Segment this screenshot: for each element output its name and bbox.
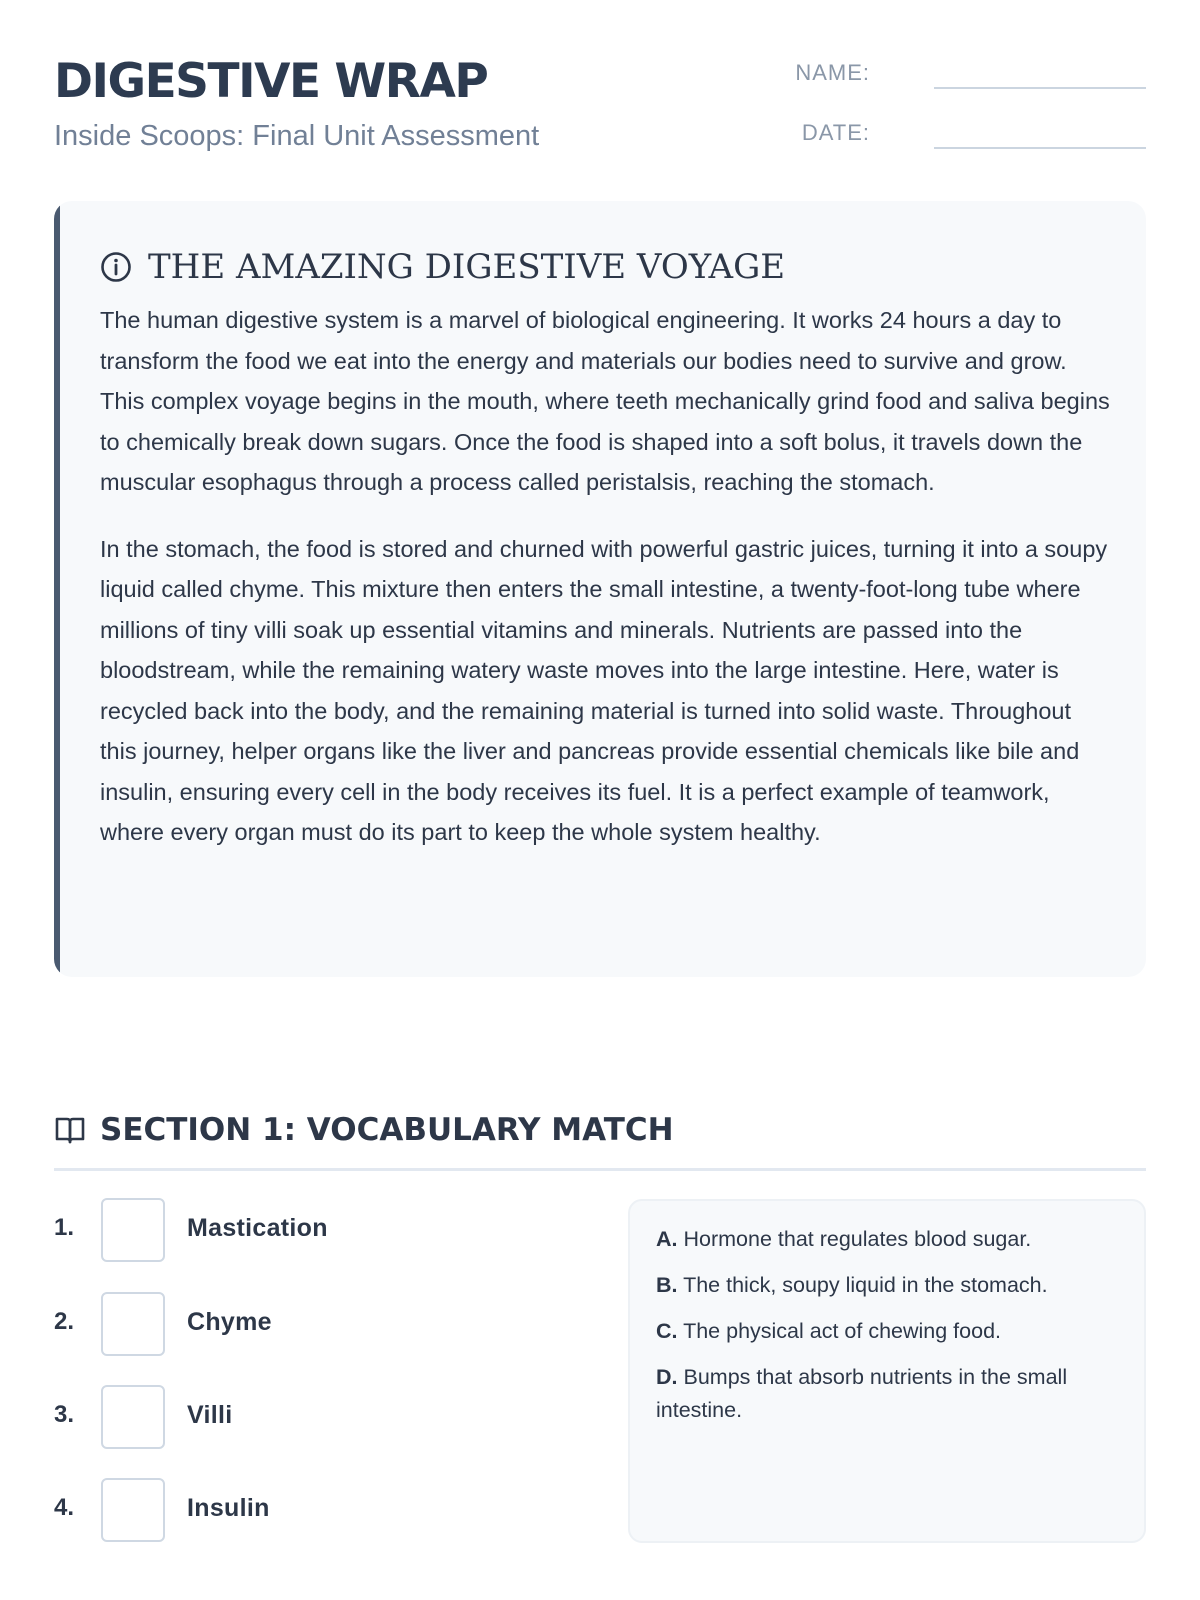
definition-item [656, 1223, 1118, 1256]
reading-passage [54, 201, 1146, 977]
info-icon [100, 251, 132, 283]
date-field[interactable] [754, 114, 1146, 154]
definition-letter: D. [656, 1365, 678, 1389]
definition-text: The thick, soupy liquid in the stomach. [683, 1273, 1048, 1297]
definition-letter: B. [656, 1273, 678, 1297]
answer-box[interactable] [101, 1292, 165, 1356]
definition-text: Bumps that absorb nutrients in the small intestine. [656, 1365, 1068, 1422]
name-input-line[interactable] [934, 87, 1146, 89]
page-subtitle: Inside Scoops: Final Unit Assessment [54, 120, 540, 152]
answer-box[interactable] [101, 1198, 165, 1262]
definitions-panel [628, 1199, 1146, 1543]
term-row [54, 1198, 574, 1264]
page-title: DIGESTIVE WRAP [54, 54, 488, 109]
definition-item [656, 1361, 1118, 1427]
term-word: Mastication [187, 1214, 328, 1242]
term-row [54, 1385, 574, 1451]
term-row [54, 1478, 574, 1544]
passage-accent-bar [54, 201, 60, 977]
worksheet-page [54, 0, 1146, 1600]
definition-item [656, 1269, 1118, 1302]
book-open-icon [54, 1115, 86, 1145]
definition-item [656, 1315, 1118, 1348]
answer-box[interactable] [101, 1478, 165, 1542]
term-row [54, 1292, 574, 1358]
section-1-heading: SECTION 1: VOCABULARY MATCH [100, 1112, 674, 1148]
passage-paragraph: In the stomach, the food is stored and churned with powerful gastric juices, turning it into a soupy liquid called chyme. This mixture then enters the small intestine, a twenty-foot-long tube where millions of tiny villi soak up essential vitamins and minerals. Nutrients are passed into the bloodstream, while the remaining watery waste moves into the large intestine. Here, water is recycled back into the body, and the remaining material is turned into solid waste. Throughout this journey, helper organs like the liver and pancreas provide essential chemicals like bile and insulin, ensuring every cell in the body receives its fuel. It is a perfect example of teamwork, where every organ must do its part to keep the whole system healthy. [100, 535, 1108, 845]
term-number: 3. [54, 1401, 75, 1428]
passage-paragraph: The human digestive system is a marvel of biological engineering. It works 24 hours a day to transform the food we eat into the energy and materials our bodies need to survive and grow. This complex voyage begins in the mouth, where teeth mechanically grind food and saliva begins to chemically break down sugars. Once the food is shaped into a soft bolus, it travels down the muscular esophagus through a process called peristalsis, reaching the stomach. [100, 307, 1110, 495]
name-field[interactable] [754, 54, 1146, 94]
answer-box[interactable] [101, 1385, 165, 1449]
definition-letter: C. [656, 1319, 678, 1343]
term-word: Insulin [187, 1494, 270, 1522]
name-label: NAME: [795, 60, 870, 85]
term-number: 1. [54, 1214, 75, 1241]
date-input-line[interactable] [934, 147, 1146, 149]
term-number: 4. [54, 1494, 75, 1521]
date-label: DATE: [801, 120, 870, 145]
definition-text: Hormone that regulates blood sugar. [683, 1227, 1032, 1251]
section-divider [54, 1168, 1146, 1171]
definition-letter: A. [656, 1227, 678, 1251]
term-word: Chyme [187, 1308, 272, 1336]
term-number: 2. [54, 1308, 75, 1335]
passage-body [100, 300, 1110, 879]
definition-text: The physical act of chewing food. [683, 1319, 1001, 1343]
passage-heading: THE AMAZING DIGESTIVE VOYAGE [148, 247, 786, 287]
term-word: Villi [187, 1401, 233, 1429]
